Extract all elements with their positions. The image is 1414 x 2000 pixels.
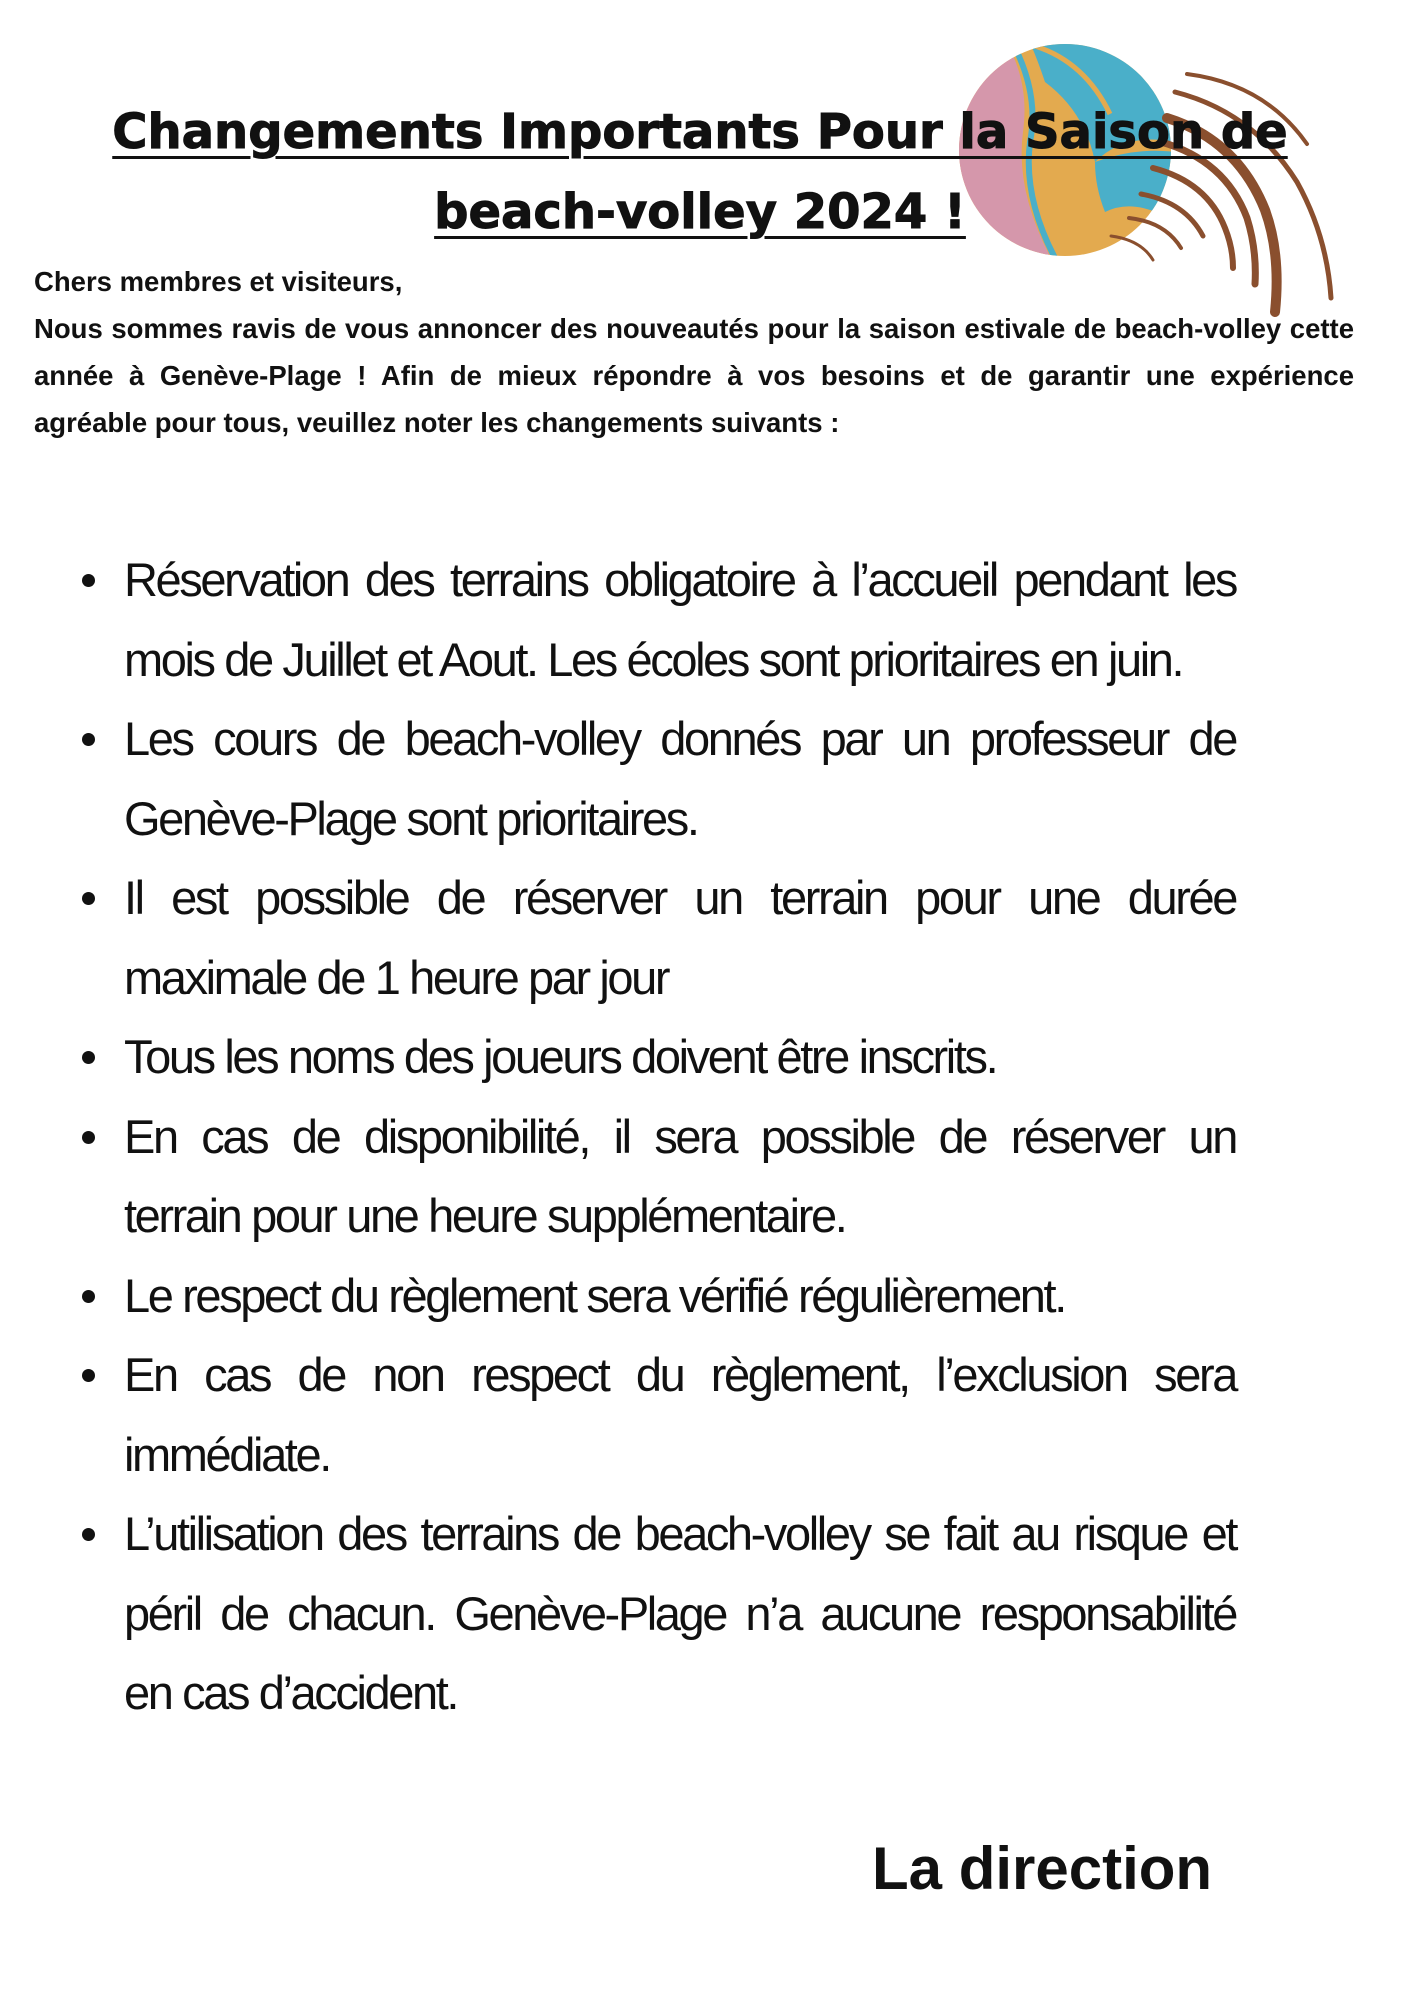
bullet-icon <box>82 1051 95 1064</box>
rule-item <box>76 1097 1236 1256</box>
rule-item <box>76 699 1236 858</box>
intro-body: Nous sommes ravis de vous annoncer des nouveautés pour la saison estivale de beach-volley cette année à Genève-Plage ! Afin de mieux répondre à vos besoins et de garantir une expérience agréable pour tous, veuillez noter les changements suivants : <box>34 313 1354 438</box>
rule-text: Le respect du règlement sera vérifié régulièrement. <box>124 1268 1065 1322</box>
rule-text: Réservation des terrains obligatoire à l’accueil pendant les mois de Juillet et Aout. Les écoles sont prioritaires en juin. <box>124 553 1236 686</box>
intro-paragraph <box>34 258 1354 446</box>
bullet-icon <box>82 892 95 905</box>
signature: La direction <box>872 1835 1213 1902</box>
title-line-2: beach-volley 2024 ! <box>434 184 966 240</box>
rule-text: En cas de non respect du règlement, l’exclusion sera immédiate. <box>124 1348 1236 1481</box>
title-line-1: Changements Importants Pour la Saison de <box>112 104 1288 160</box>
bullet-icon <box>82 733 95 746</box>
rule-item <box>76 1335 1236 1494</box>
bullet-icon <box>82 1290 95 1303</box>
rule-item <box>76 858 1236 1017</box>
bullet-icon <box>82 1131 95 1144</box>
bullet-icon <box>82 574 95 587</box>
rule-item <box>76 1256 1236 1336</box>
rule-text: Il est possible de réserver un terrain pour une durée maximale de 1 heure par jour <box>124 871 1236 1004</box>
page-title <box>20 92 1380 252</box>
rule-item <box>76 1017 1236 1097</box>
rule-text: En cas de disponibilité, il sera possible de réserver un terrain pour une heure supplémentaire. <box>124 1109 1236 1242</box>
rule-text: L’utilisation des terrains de beach-volley se fait au risque et péril de chacun. Genève-Plage n’a aucune responsabilité en cas d’accident. <box>124 1507 1236 1719</box>
rule-item <box>76 1494 1236 1733</box>
rule-text: Tous les noms des joueurs doivent être inscrits. <box>124 1030 997 1083</box>
bullet-icon <box>82 1369 95 1382</box>
intro-greeting: Chers membres et visiteurs, <box>34 266 403 297</box>
rule-text: Les cours de beach-volley donnés par un professeur de Genève-Plage sont prioritaires. <box>124 712 1236 845</box>
rules-list <box>76 540 1236 1733</box>
rule-item <box>76 540 1236 699</box>
bullet-icon <box>82 1528 95 1541</box>
